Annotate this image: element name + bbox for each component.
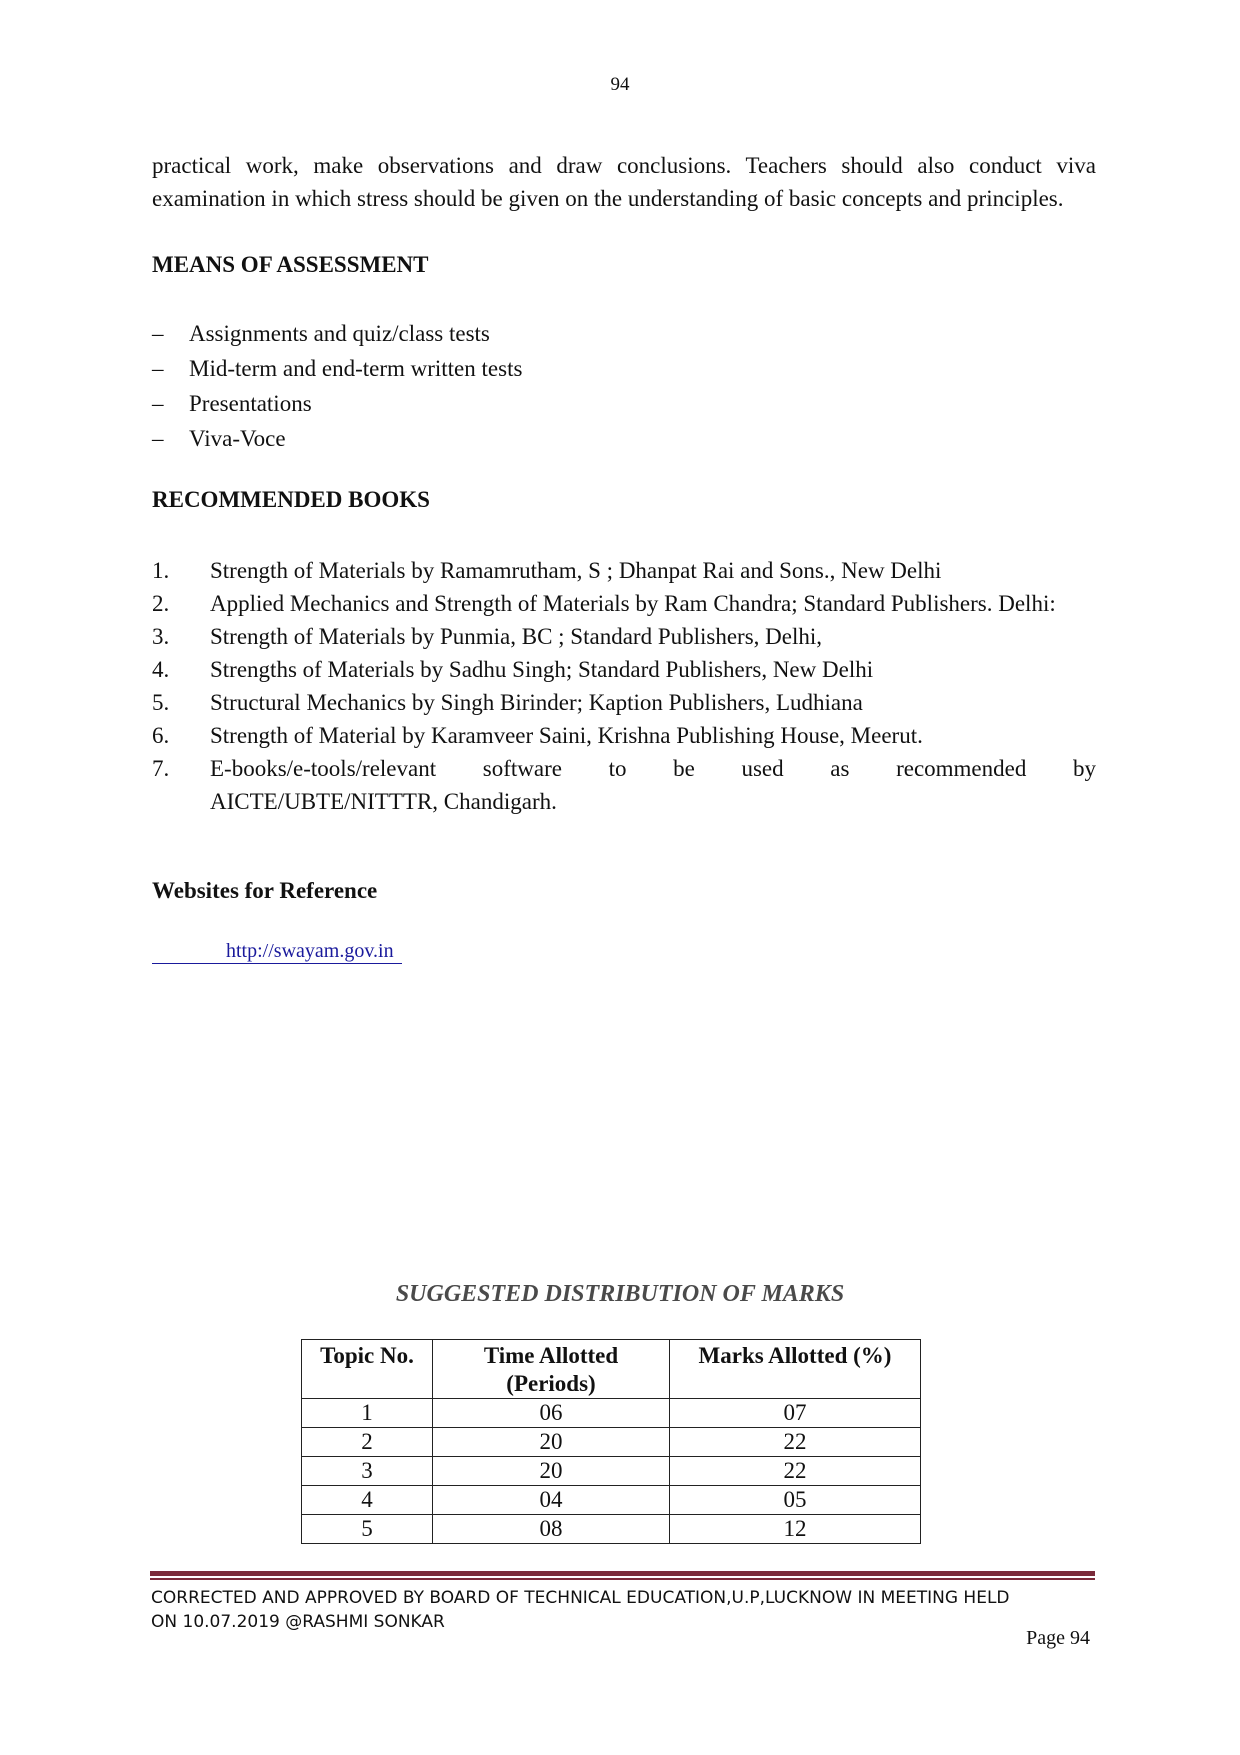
dash-icon: – bbox=[152, 426, 164, 451]
books-list bbox=[152, 554, 1096, 818]
table-row: 1 06 07 bbox=[302, 1399, 921, 1428]
footer-divider bbox=[150, 1571, 1095, 1576]
list-item: – Mid-term and end-term written tests bbox=[152, 351, 522, 386]
column-header: Marks Allotted (%) bbox=[670, 1340, 921, 1399]
table-row: 3 20 22 bbox=[302, 1457, 921, 1486]
table-row: 2 20 22 bbox=[302, 1428, 921, 1457]
list-item: 1. Strength of Materials by Ramamrutham, S ; Dhanpat Rai and Sons., New Delhi bbox=[152, 558, 942, 583]
reference-link[interactable]: http://swayam.gov.in bbox=[152, 940, 402, 964]
list-item: 7. E-books/e-tools/relevant software to be used as recommended by AICTE/UBTE/NITTTR, Chandigarh. bbox=[152, 756, 1096, 814]
list-item: – Viva-Voce bbox=[152, 421, 522, 456]
list-item: 2. Applied Mechanics and Strength of Materials by Ram Chandra; Standard Publishers. Delhi: bbox=[152, 591, 1056, 616]
table-row: 5 08 12 bbox=[302, 1515, 921, 1544]
dash-icon: – bbox=[152, 321, 164, 346]
table-header-row bbox=[302, 1340, 921, 1399]
page-number: 94 bbox=[610, 74, 630, 95]
list-item: 6. Strength of Material by Karamveer Saini, Krishna Publishing House, Meerut. bbox=[152, 723, 923, 748]
page-label: Page 94 bbox=[1026, 1627, 1090, 1649]
assessment-list bbox=[152, 316, 522, 456]
table-title: SUGGESTED DISTRIBUTION OF MARKS bbox=[395, 1281, 845, 1307]
assessment-heading: MEANS OF ASSESSMENT bbox=[152, 252, 429, 277]
list-item: 4. Strengths of Materials by Sadhu Singh; Standard Publishers, New Delhi bbox=[152, 657, 874, 682]
list-item: 5. Structural Mechanics by Singh Birinder; Kaption Publishers, Ludhiana bbox=[152, 690, 863, 715]
column-header: Time Allotted (Periods) bbox=[433, 1340, 670, 1399]
list-item: – Presentations bbox=[152, 386, 522, 421]
list-item: – Assignments and quiz/class tests bbox=[152, 316, 522, 351]
books-heading: RECOMMENDED BOOKS bbox=[152, 487, 430, 512]
intro-paragraph: practical work, make observations and draw conclusions. Teachers should also conduct viva examination in which stress should be given on the understanding of basic concepts and principles. bbox=[152, 153, 1096, 211]
footer-note: CORRECTED AND APPROVED BY BOARD OF TECHNICAL EDUCATION,U.P,LUCKNOW IN MEETING HELD ON 10.07.2019 @RASHMI SONKAR bbox=[151, 1588, 1010, 1632]
table-row: 4 04 05 bbox=[302, 1486, 921, 1515]
footer-divider-thin bbox=[150, 1578, 1095, 1580]
list-item: 3. Strength of Materials by Punmia, BC ; Standard Publishers, Delhi, bbox=[152, 624, 823, 649]
column-header: Topic No. bbox=[302, 1340, 433, 1399]
dash-icon: – bbox=[152, 391, 164, 416]
websites-heading: Websites for Reference bbox=[152, 878, 378, 903]
dash-icon: – bbox=[152, 356, 164, 381]
marks-table bbox=[301, 1339, 921, 1544]
